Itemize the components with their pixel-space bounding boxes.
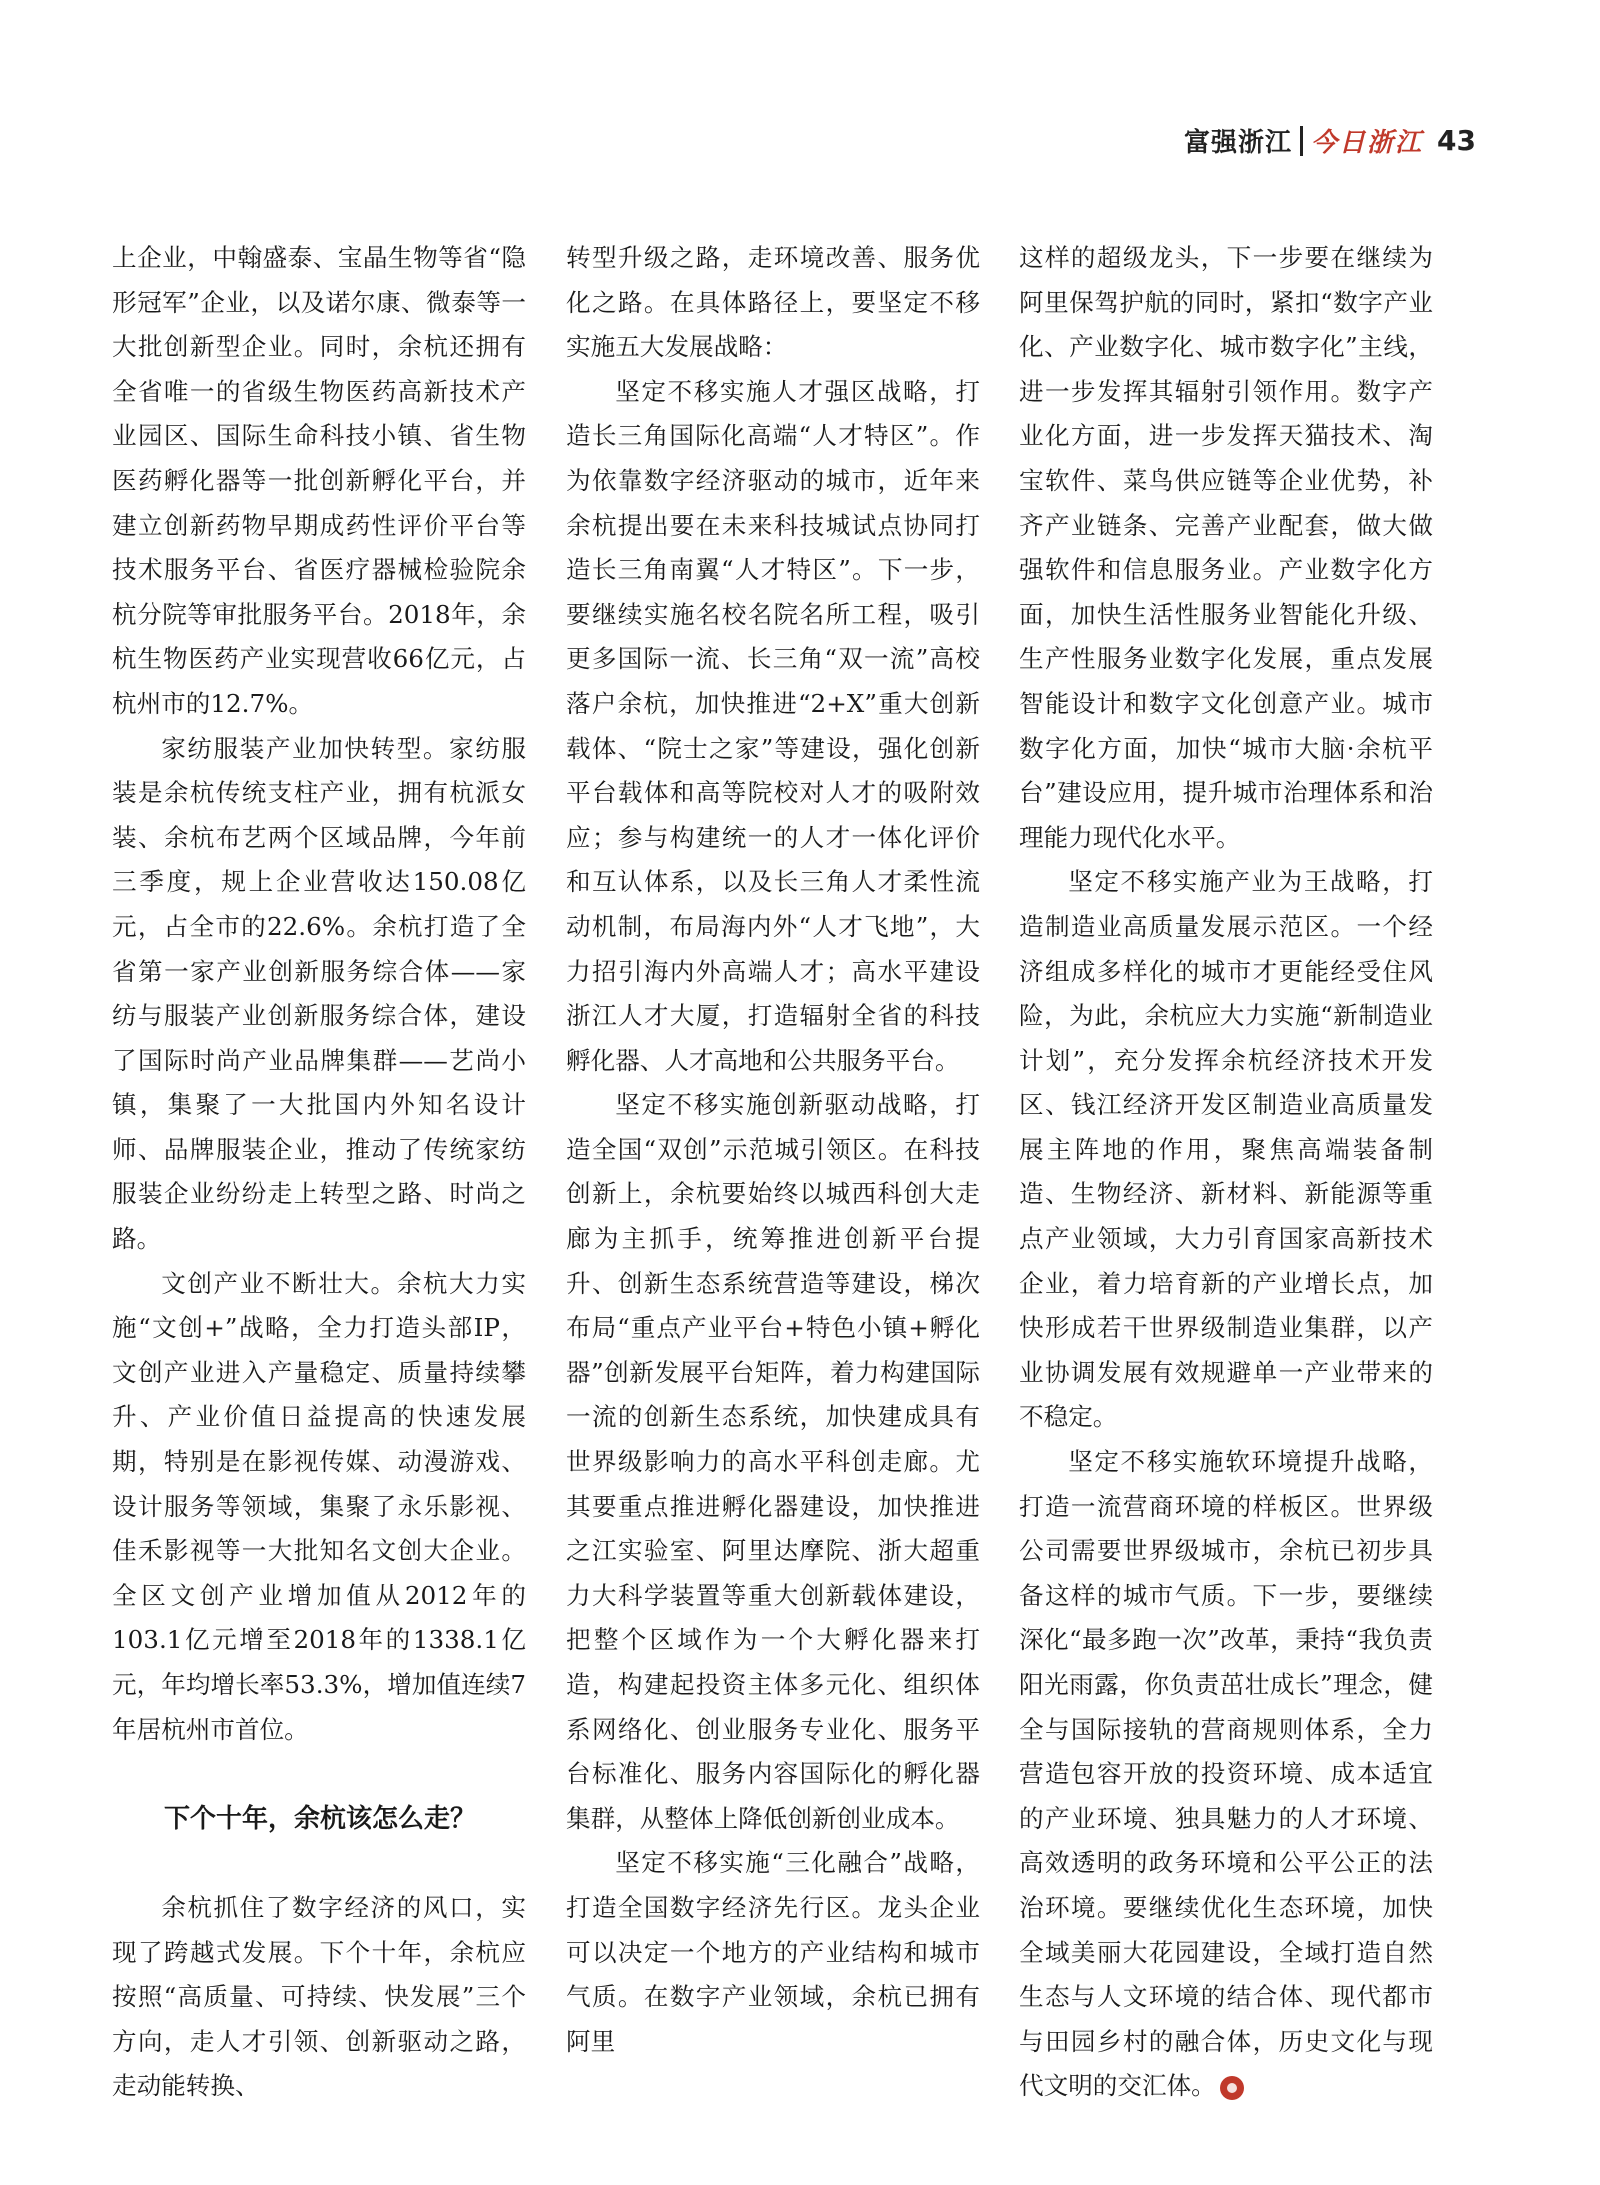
end-mark-icon — [1220, 2076, 1244, 2100]
header-divider — [1300, 126, 1303, 156]
column-2 — [566, 236, 980, 2064]
spacer — [112, 1752, 526, 1797]
column-3 — [1019, 236, 1433, 2109]
section-title: 富强浙江 — [1184, 128, 1293, 158]
paragraph: 坚定不移实施产业为王战略，打造制造业高质量发展示范区。一个经济组成多样化的城市才更能经受住风险，为此，余杭应大力实施“新制造业计划”，充分发挥余杭经济技术开发区、钱江经济开发区制造业高质量发展主阵地的作用，聚焦高端装备制造、生物经济、新材料、新能源等重点产业领域，大力引育国家高新技术企业，着力培育新的产业增长点，加快形成若干世界级制造业集群，以产业协调发展有效规避单一产业带来的不稳定。 — [1019, 867, 1433, 1432]
paragraph-text: 坚定不移实施软环境提升战略，打造一流营商环境的样板区。世界级公司需要世界级城市，余杭已初步具备这样的城市气质。下一步，要继续深化“最多跑一次”改革，秉持“我负责阳光雨露，你负责茁壮成长”理念，健全与国际接轨的营商规则体系，全力营造包容开放的投资环境、成本适宜的产业环境、独具魅力的人才环境、高效透明的政务环境和公平公正的法治环境。要继续优化生态环境，加快全域美丽大花园建设，全域打造自然生态与人文环境的结合体、现代都市与田园乡村的融合体，历史文化与现代文明的交汇体。 — [1019, 1447, 1433, 2101]
paragraph: 坚定不移实施创新驱动战略，打造全国“双创”示范城引领区。在科技创新上，余杭要始终以城西科创大走廊为主抓手，统筹推进创新平台提升、创新生态系统营造等建设，梯次布局“重点产业平台+特色小镇+孵化器”创新发展平台矩阵，着力构建国际一流的创新生态系统，加快建成具有世界级影响力的高水平科创走廊。尤其要重点推进孵化器建设，加快推进之江实验室、阿里达摩院、浙大超重力大科学装置等重大创新载体建设，把整个区域作为一个大孵化器来打造，构建起投资主体多元化、组织体系网络化、创业服务专业化、服务平台标准化、服务内容国际化的孵化器集群，从整体上降低创新创业成本。 — [566, 1090, 980, 1833]
page-number: 43 — [1437, 124, 1476, 157]
paragraph — [1019, 1440, 1433, 2109]
subheading: 下个十年，余杭该怎么走？ — [164, 1803, 477, 1834]
paragraph: 上企业，中翰盛泰、宝晶生物等省“隐形冠军”企业，以及诺尔康、微泰等一大批创新型企业。同时，余杭还拥有全省唯一的省级生物医药高新技术产业园区、国际生命科技小镇、省生物医药孵化器等一批创新孵化平台，并建立创新药物早期成药性评价平台等技术服务平台、省医疗器械检验院余杭分院等审批服务平台。2018年，余杭生物医药产业实现营收66亿元，占杭州市的12.7%。 — [112, 243, 526, 718]
magazine-logo: 今日浙江 — [1311, 128, 1424, 158]
spacer — [112, 1841, 526, 1886]
page-header — [1184, 122, 1476, 159]
paragraph: 家纺服装产业加快转型。家纺服装是余杭传统支柱产业，拥有杭派女装、余杭布艺两个区域品牌，今年前三季度，规上企业营收达150.08亿元，占全市的22.6%。余杭打造了全省第一家产业创新服务综合体——家纺与服装产业创新服务综合体，建设了国际时尚产业品牌集群——艺尚小镇，集聚了一大批国内外知名设计师、品牌服装企业，推动了传统家纺服装企业纷纷走上转型之路、时尚之路。 — [112, 733, 526, 1254]
paragraph: 转型升级之路，走环境改善、服务优化之路。在具体路径上，要坚定不移实施五大发展战略： — [566, 243, 980, 362]
paragraph: 这样的超级龙头，下一步要在继续为阿里保驾护航的同时，紧扣“数字产业化、产业数字化、城市数字化”主线，进一步发挥其辐射引领作用。数字产业化方面，进一步发挥天猫技术、淘宝软件、菜鸟供应链等企业优势，补齐产业链条、完善产业配套，做大做强软件和信息服务业。产业数字化方面，加快生活性服务业智能化升级、生产性服务业数字化发展，重点发展智能设计和数字文化创意产业。城市数字化方面，加快“城市大脑·余杭平台”建设应用，提升城市治理体系和治理能力现代化水平。 — [1019, 243, 1433, 852]
paragraph: 坚定不移实施“三化融合”战略，打造全国数字经济先行区。龙头企业可以决定一个地方的产业结构和城市气质。在数字产业领域，余杭已拥有阿里 — [566, 1848, 980, 2056]
paragraph: 文创产业不断壮大。余杭大力实施“文创+”战略，全力打造头部IP，文创产业进入产量稳定、质量持续攀升、产业价值日益提高的快速发展期，特别是在影视传媒、动漫游戏、设计服务等领域，集聚了永乐影视、佳禾影视等一大批知名文创大企业。全区文创产业增加值从2012年的103.1亿元增至2018年的1338.1亿元，年均增长率53.3%，增加值连续7年居杭州市首位。 — [112, 1268, 526, 1744]
paragraph: 余杭抓住了数字经济的风口，实现了跨越式发展。下个十年，余杭应按照“高质量、可持续、快发展”三个方向，走人才引领、创新驱动之路，走动能转换、 — [112, 1892, 526, 2101]
column-1 — [112, 236, 526, 2109]
paragraph: 坚定不移实施人才强区战略，打造长三角国际化高端“人才特区”。作为依靠数字经济驱动的城市，近年来余杭提出要在未来科技城试点协同打造长三角南翼“人才特区”。下一步，要继续实施名校名院名所工程，吸引更多国际一流、长三角“双一流”高校落户余杭，加快推进“2+X”重大创新载体、“院士之家”等建设，强化创新平台载体和高等院校对人才的吸附效应；参与构建统一的人才一体化评价和互认体系，以及长三角人才柔性流动机制，布局海内外“人才飞地”，大力招引海内外高端人才；高水平建设浙江人才大厦，打造辐射全省的科技孵化器、人才高地和公共服务平台。 — [566, 376, 980, 1075]
